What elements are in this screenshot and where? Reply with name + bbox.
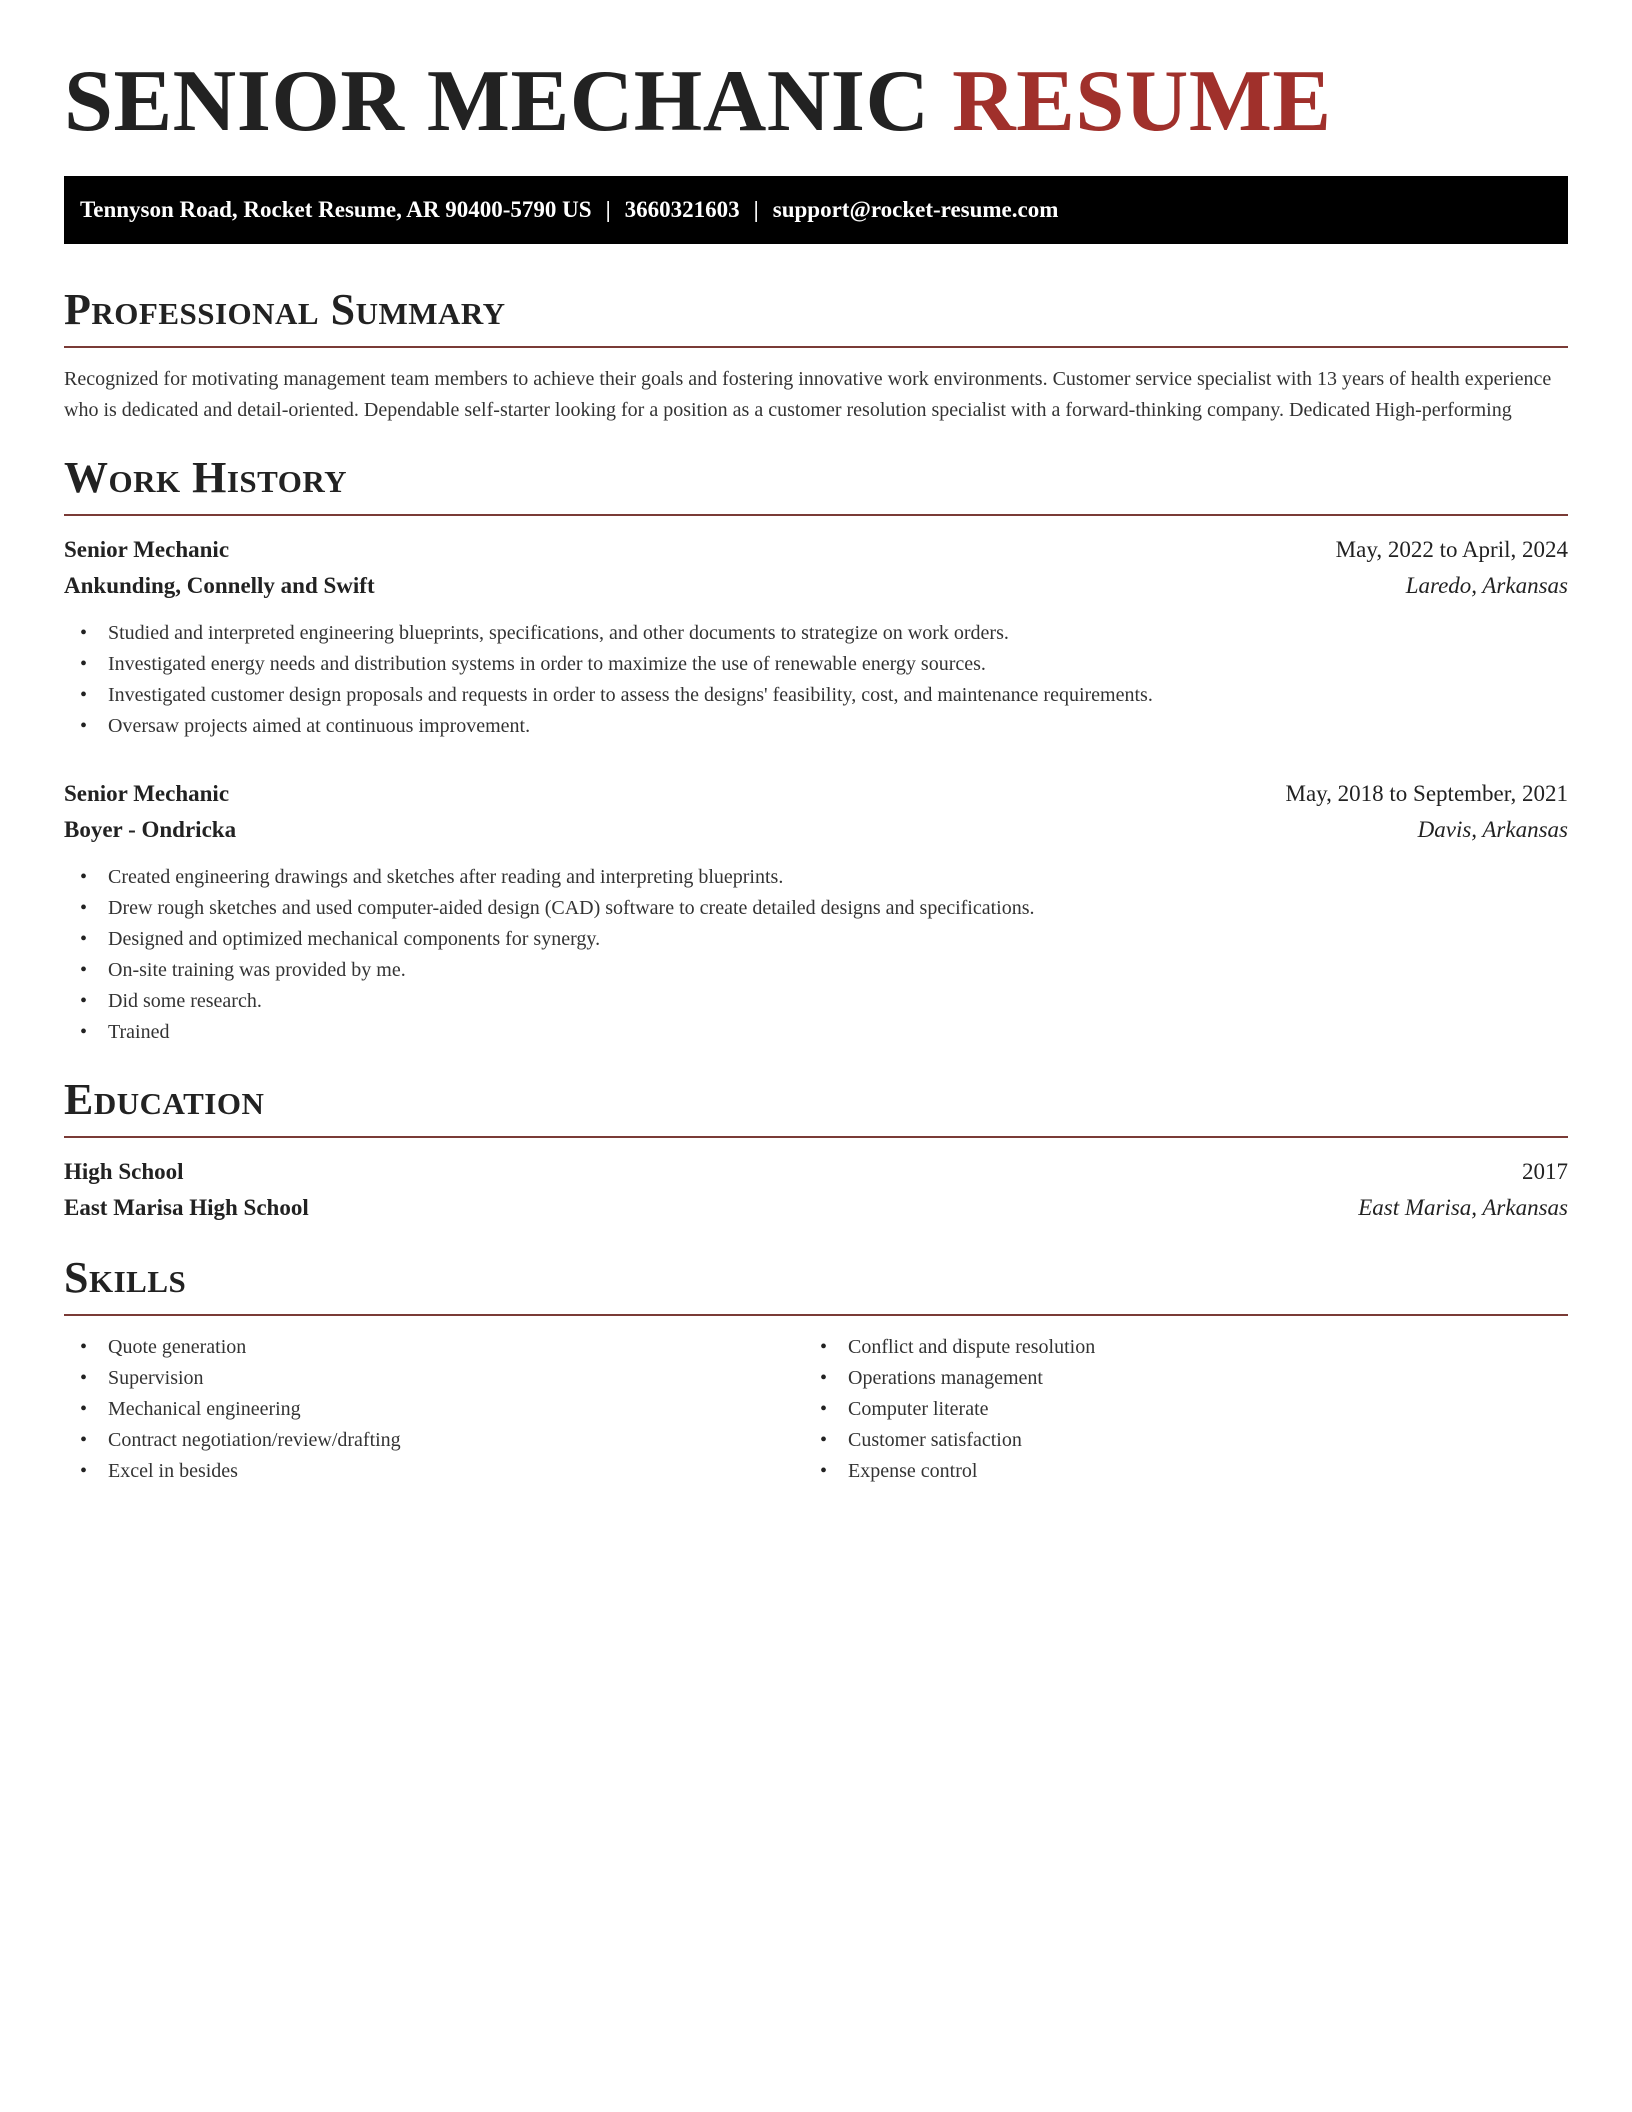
- list-item: • Oversaw projects aimed at continuous improvement.: [64, 711, 1568, 742]
- skill-item: • Expense control: [804, 1456, 1568, 1487]
- job-bullets: [64, 618, 1568, 742]
- job-company-row: [64, 568, 1568, 604]
- contact-address: Tennyson Road, Rocket Resume, AR 90400-5790 US: [80, 197, 592, 222]
- contact-bar: [64, 176, 1568, 244]
- job-dates: May, 2018 to September, 2021: [1285, 781, 1568, 806]
- education-school: East Marisa High School: [64, 1195, 309, 1220]
- list-item: • Studied and interpreted engineering blueprints, specifications, and other documents to strategize on work orders.: [64, 618, 1568, 649]
- job-entry: [64, 776, 1568, 1048]
- work-section: [64, 452, 1568, 1048]
- education-school-row: [64, 1190, 1568, 1226]
- job-location: Laredo, Arkansas: [1405, 573, 1568, 598]
- job-entry: [64, 532, 1568, 742]
- contact-email: support@rocket-resume.com: [772, 197, 1059, 222]
- contact-separator: |: [753, 197, 759, 222]
- list-item: • Drew rough sketches and used computer-aided design (CAD) software to create detailed designs and specifications.: [64, 893, 1568, 924]
- resume-title: [64, 52, 1568, 152]
- skill-item: • Excel in besides: [64, 1456, 804, 1487]
- section-divider: [64, 346, 1568, 348]
- contact-phone: 3660321603: [624, 197, 740, 222]
- education-year: 2017: [1522, 1159, 1568, 1184]
- job-title: Senior Mechanic: [64, 781, 230, 806]
- title-main: SENIOR MECHANIC: [64, 53, 930, 150]
- section-divider: [64, 1136, 1568, 1138]
- skills-section: [64, 1252, 1568, 1487]
- skills-heading: Skills: [64, 1253, 187, 1302]
- job-company: Boyer - Ondricka: [64, 817, 237, 842]
- skill-item: • Mechanical engineering: [64, 1394, 804, 1425]
- list-item: • Investigated energy needs and distribution systems in order to maximize the use of renewable energy sources.: [64, 649, 1568, 680]
- list-item: • Investigated customer design proposals and requests in order to assess the designs' feasibility, cost, and maintenance requirements.: [64, 680, 1568, 711]
- skill-item: • Operations management: [804, 1363, 1568, 1394]
- education-entry: [64, 1154, 1568, 1226]
- job-location: Davis, Arkansas: [1417, 817, 1568, 842]
- skill-item: • Quote generation: [64, 1332, 804, 1363]
- education-header-row: [64, 1154, 1568, 1190]
- education-heading: Education: [64, 1075, 265, 1124]
- education-degree: High School: [64, 1159, 184, 1184]
- skill-item: • Contract negotiation/review/drafting: [64, 1425, 804, 1456]
- list-item: • On-site training was provided by me.: [64, 955, 1568, 986]
- job-company-row: [64, 812, 1568, 848]
- job-company: Ankunding, Connelly and Swift: [64, 573, 375, 598]
- skills-list-right: [804, 1332, 1568, 1487]
- skill-item: • Computer literate: [804, 1394, 1568, 1425]
- education-location: East Marisa, Arkansas: [1358, 1195, 1568, 1220]
- contact-separator: |: [605, 197, 611, 222]
- job-header-row: [64, 776, 1568, 812]
- section-divider: [64, 1314, 1568, 1316]
- skills-list-left: [64, 1332, 804, 1487]
- summary-text: Recognized for motivating management team members to achieve their goals and fostering innovative work environments. Customer service specialist with 13 years of health experience who is dedicated and detail-oriented. Dependable self-starter looking for a position as a customer resolution specialist with a forward-thinking company. Dedicated High-performing: [64, 368, 1552, 421]
- skills-columns: [64, 1332, 1568, 1487]
- skill-item: • Customer satisfaction: [804, 1425, 1568, 1456]
- job-dates: May, 2022 to April, 2024: [1335, 537, 1568, 562]
- summary-heading: Professional Summary: [64, 285, 506, 334]
- job-bullets: [64, 862, 1568, 1048]
- title-accent: RESUME: [952, 53, 1332, 150]
- list-item: • Created engineering drawings and sketches after reading and interpreting blueprints.: [64, 862, 1568, 893]
- list-item: • Trained: [64, 1017, 1568, 1048]
- job-header-row: [64, 532, 1568, 568]
- list-item: • Designed and optimized mechanical components for synergy.: [64, 924, 1568, 955]
- job-title: Senior Mechanic: [64, 537, 230, 562]
- skill-item: • Conflict and dispute resolution: [804, 1332, 1568, 1363]
- skill-item: • Supervision: [64, 1363, 804, 1394]
- education-section: [64, 1074, 1568, 1226]
- list-item: • Did some research.: [64, 986, 1568, 1017]
- section-divider: [64, 514, 1568, 516]
- work-heading: Work History: [64, 453, 348, 502]
- summary-section: [64, 284, 1568, 426]
